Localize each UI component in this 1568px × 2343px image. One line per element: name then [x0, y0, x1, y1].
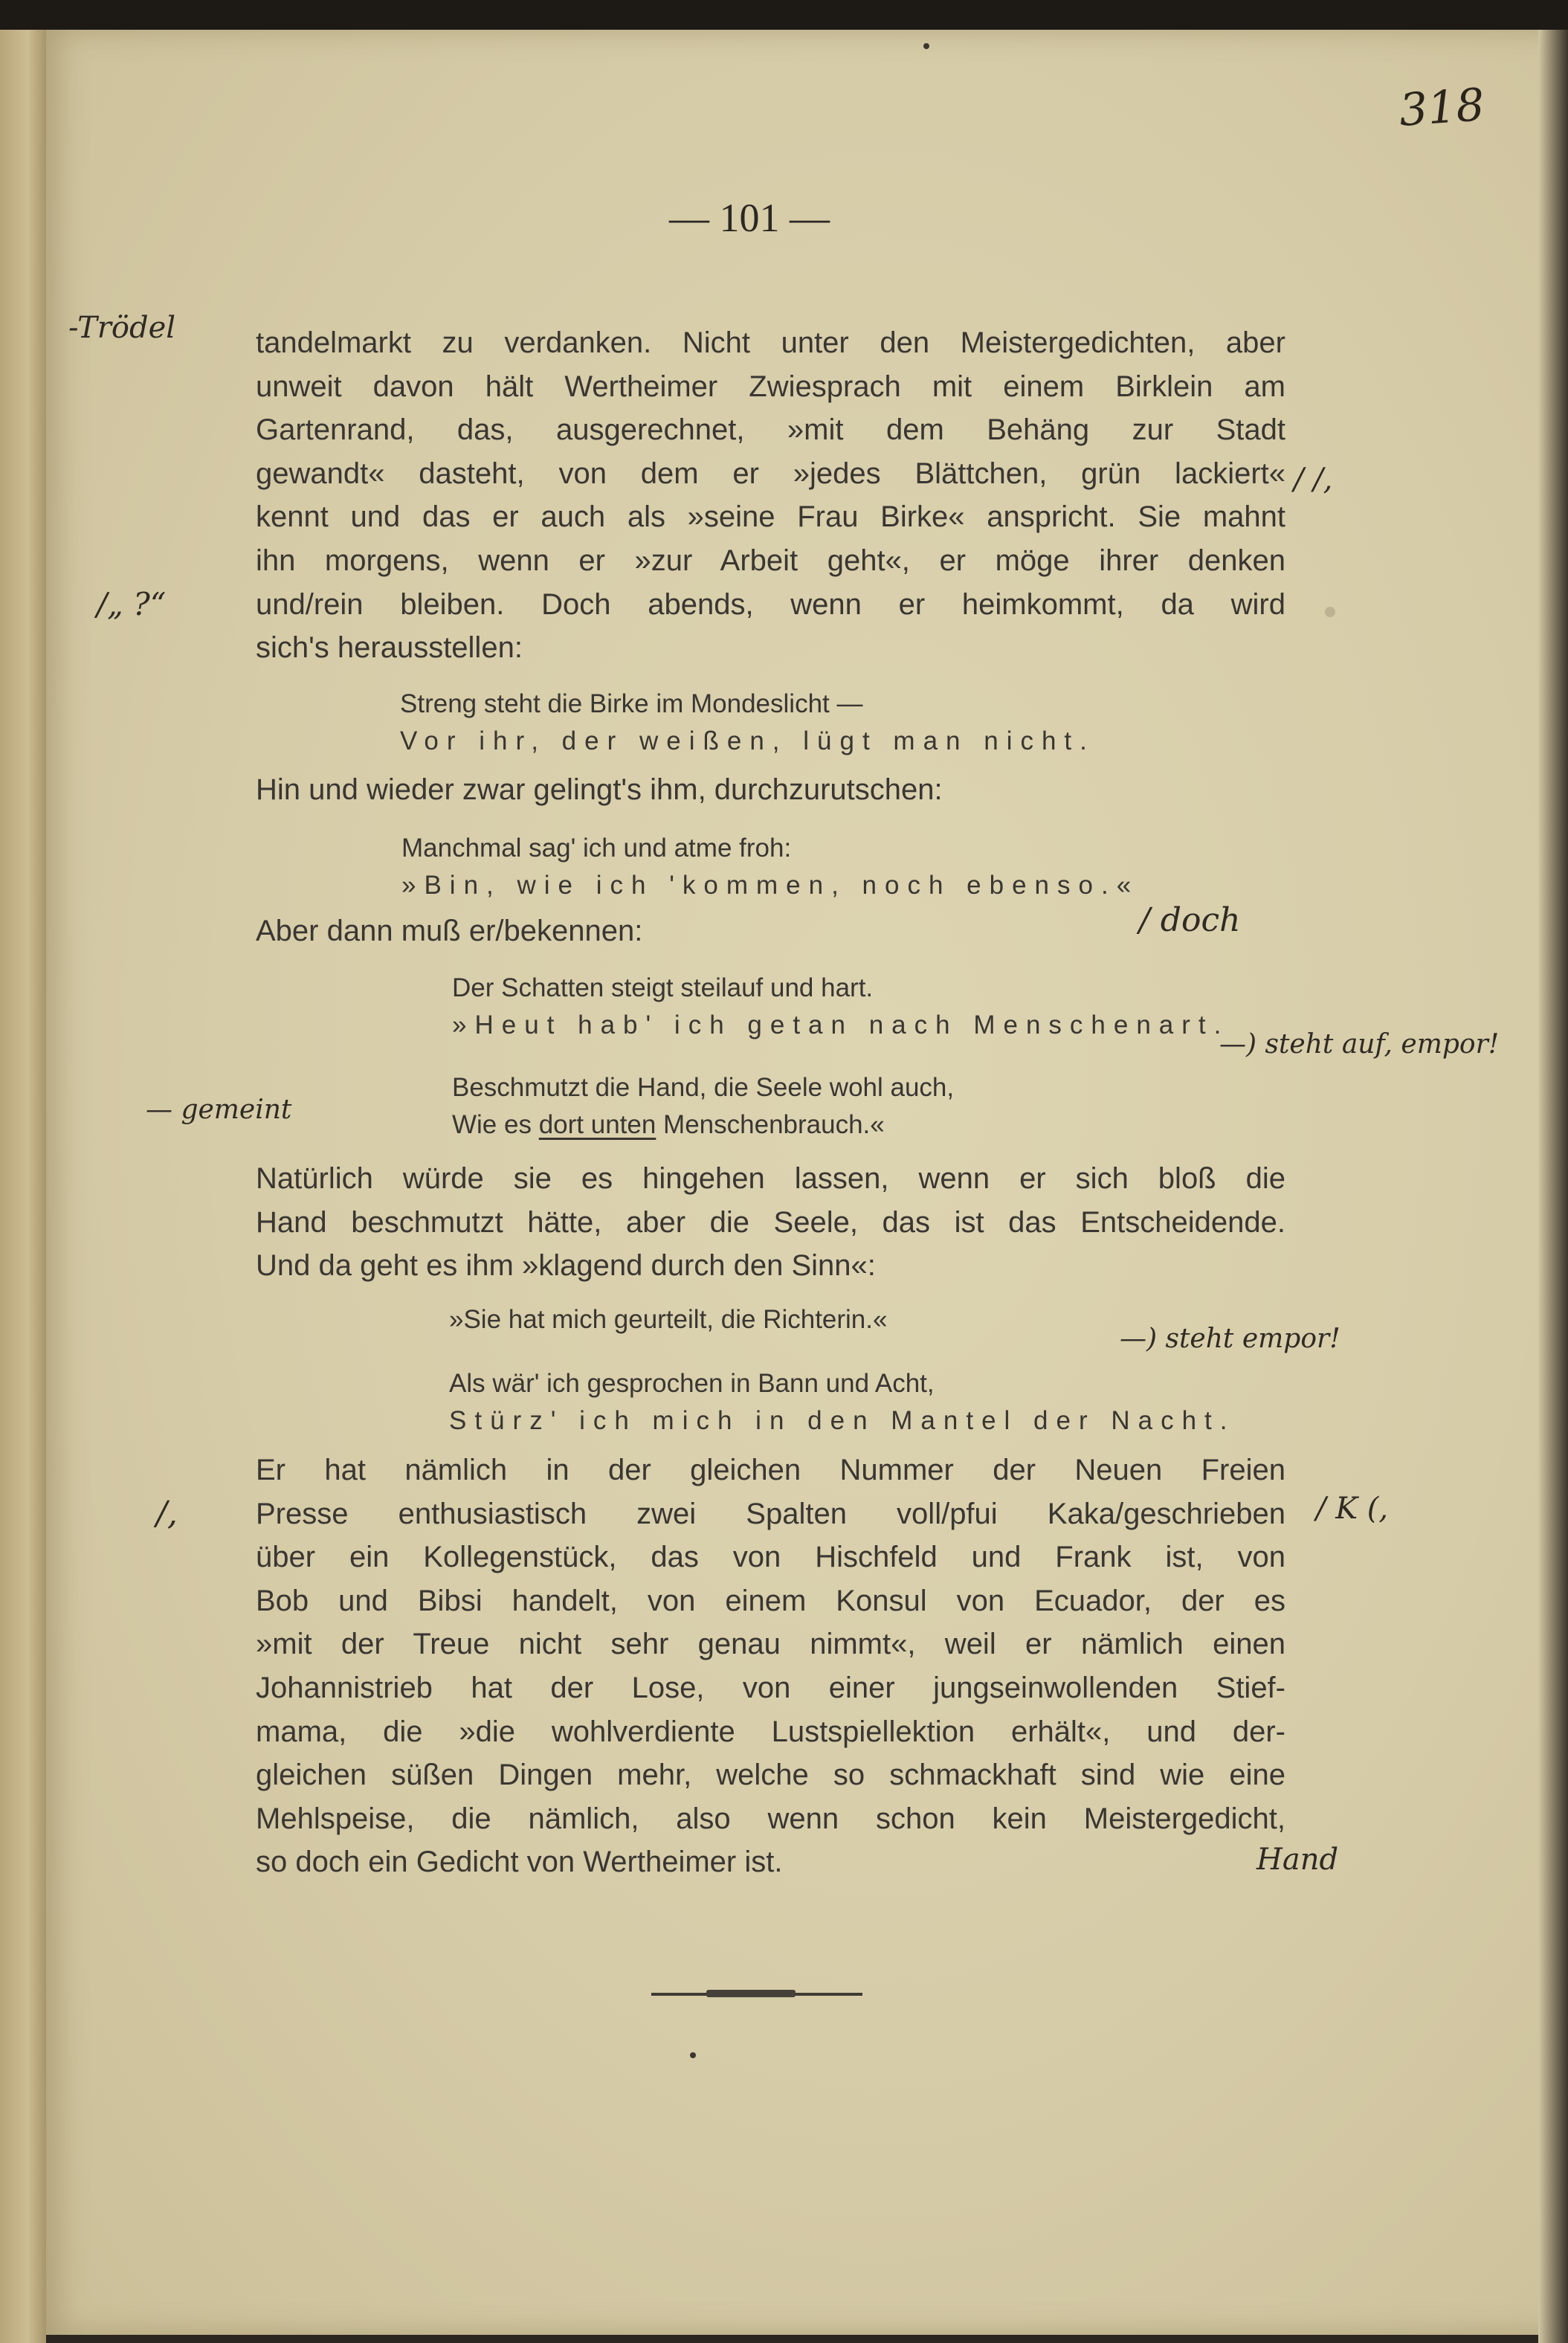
- margin-note-gemeint: — gemeint: [146, 1095, 292, 1125]
- text-line: ihn morgens, wenn er »zur Arbeit geht«, er möge ihrer denken: [256, 544, 1285, 577]
- text-line: mama, die »die wohlverdiente Lustspiellektion erhält«, und der-: [256, 1715, 1285, 1748]
- text-line: so doch ein Gedicht von Wertheimer ist.: [256, 1846, 783, 1879]
- verse-line: Streng steht die Birke im Mondeslicht —: [400, 689, 863, 718]
- verse-line: Beschmutzt die Hand, die Seele wohl auch,: [452, 1073, 955, 1102]
- verse-line: Als wär' ich gesprochen in Bann und Acht,: [449, 1369, 935, 1398]
- margin-note-quote-marks: /„ ?“: [97, 586, 167, 622]
- text-line: Johannistrieb hat der Lose, von einer jungseinwollenden Stief-: [256, 1671, 1285, 1704]
- page-gutter: [0, 30, 46, 2343]
- text-line: über ein Kollegenstück, das von Hischfeld und Frank ist, von: [256, 1541, 1285, 1574]
- text-line: Und da geht es ihm »klagend durch den Sinn«:: [256, 1249, 876, 1283]
- text-line: Gartenrand, das, ausgerechnet, »mit dem Behäng zur Stadt: [256, 413, 1285, 447]
- verse-6: [449, 1365, 1236, 1440]
- text-line: gleichen süßen Dingen mehr, welche so schmackhaft sind wie eine: [256, 1759, 1285, 1792]
- paper-speck: [923, 43, 929, 49]
- text-line: Mehlspeise, die nämlich, also wenn schon kein Meistergedicht,: [256, 1802, 1285, 1835]
- section-divider-ornament: [706, 1990, 796, 1997]
- margin-note-steht-empor: —) steht empor!: [1120, 1324, 1340, 1354]
- paragraph-3: [256, 1448, 1285, 1884]
- text-line: kennt und das er auch als »seine Frau Birke« anspricht. Sie mahnt: [256, 500, 1285, 534]
- verse-line: Der Schatten steigt steilauf und hart.: [452, 973, 874, 1002]
- verse-line: [452, 1106, 954, 1144]
- text-line: Natürlich würde sie es hingehen lassen, wenn er sich bloß die: [256, 1162, 1285, 1195]
- verse-line: »Sie hat mich geurteilt, die Richterin.«: [449, 1305, 888, 1334]
- page-number: — 101 —: [669, 196, 830, 240]
- verse-line: »Bin, wie ich 'kommen, noch ebenso.«: [401, 871, 1140, 900]
- margin-note-hand: Hand: [1256, 1843, 1339, 1877]
- text-line: tandelmarkt zu verdanken. Nicht unter den Meistergedichten, aber: [256, 326, 1285, 359]
- paper-speck: [1325, 607, 1335, 617]
- verse-text: Wie es: [452, 1110, 539, 1139]
- verse-5: [449, 1301, 887, 1338]
- paragraph-2: [256, 1157, 1285, 1288]
- margin-note-steht-auf: —) steht auf, empor!: [1219, 1029, 1500, 1060]
- text-line: Bob und Bibsi handelt, von einem Konsul von Ecuador, der es: [256, 1584, 1285, 1617]
- transition-line-2: Aber dann muß er/bekennen:: [256, 915, 643, 947]
- text-line: Hand beschmutzt hätte, aber die Seele, das ist das Entscheidende.: [256, 1205, 1285, 1239]
- verse-line: »Heut hab' ich getan nach Menschenart.: [452, 1011, 1230, 1040]
- margin-note-troedel: -Trödel: [68, 311, 176, 345]
- page-right-edge: [1538, 30, 1568, 2343]
- margin-note-doch: / doch: [1139, 901, 1241, 939]
- verse-line: Manchmal sag' ich und atme froh:: [401, 834, 792, 863]
- verse-1: [400, 686, 1095, 760]
- transition-line-1: Hin und wieder zwar gelingt's ihm, durchzurutschen:: [256, 773, 943, 806]
- verse-line: Vor ihr, der weißen, lügt man nicht.: [400, 726, 1095, 755]
- text-line: Er hat nämlich in der gleichen Nummer der Neuen Freien: [256, 1454, 1285, 1486]
- verse-4: [452, 1069, 954, 1144]
- text-line: gewandt« dasteht, von dem er »jedes Blättchen, grün lackiert«: [256, 457, 1285, 490]
- paragraph-1: [256, 321, 1285, 670]
- text-line: und/rein bleiben. Doch abends, wenn er heimkommt, da wird: [256, 587, 1285, 621]
- verse-3: [452, 970, 1229, 1044]
- text-line: sich's herausstellen:: [256, 631, 523, 665]
- verse-text: Menschenbrauch.«: [656, 1110, 885, 1139]
- margin-note-slashes: / /,: [1294, 463, 1333, 497]
- margin-note-left-slash: /,: [156, 1495, 178, 1533]
- paper-speck: [690, 2052, 696, 2058]
- margin-note-right-group: / K (,: [1316, 1492, 1389, 1526]
- verse-2: [401, 830, 1139, 904]
- underlined-phrase: dort unten: [538, 1110, 656, 1139]
- text-line: »mit der Treue nicht sehr genau nimmt«, weil er nämlich einen: [256, 1628, 1285, 1661]
- text-line: unweit davon hält Wertheimer Zwiesprach mit einem Birklein am: [256, 370, 1285, 403]
- verse-line: Stürz' ich mich in den Mantel der Nacht.: [449, 1406, 1236, 1435]
- folio-number: 318: [1397, 79, 1486, 137]
- text-line: Presse enthusiastisch zwei Spalten voll/pfui Kaka/geschrieben: [256, 1497, 1285, 1530]
